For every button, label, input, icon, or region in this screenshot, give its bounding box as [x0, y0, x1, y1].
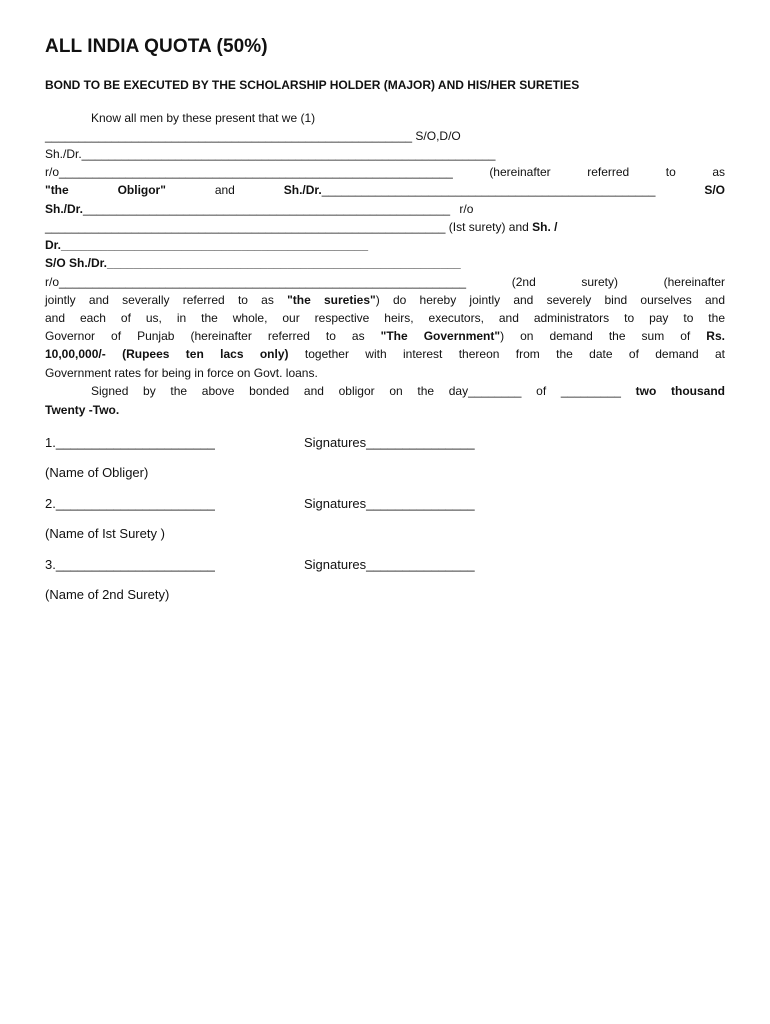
sureties-term: "the sureties" [287, 293, 376, 307]
rs-label: Rs. [706, 329, 725, 343]
heirs-text: and each of us, in the whole, our respective heirs, executors, and administrators to pay to the [45, 311, 725, 325]
signature-number-1: 1.______________________ [45, 435, 215, 450]
bond-line-11 [45, 292, 725, 308]
bond-line-4 [45, 164, 725, 180]
ro-label: r/o [459, 202, 474, 216]
bond-line-17 [45, 402, 725, 418]
governor-text: Governor of Punjab (hereinafter referred to as [45, 329, 365, 343]
signature-number-3: 3.______________________ [45, 557, 215, 572]
bond-line-14 [45, 346, 725, 362]
bond-line-10 [45, 274, 725, 290]
obliger-name-caption: (Name of Obliger) [45, 465, 149, 480]
signed-day-text: Signed by the above bonded and obligor on the day________ of _________ [91, 384, 621, 398]
bind-text: ) do hereby jointly and severely bind ourselves and [375, 293, 725, 307]
relation-text: S/O,D/O [415, 129, 461, 143]
bond-line-1 [45, 110, 725, 126]
blank-surety-name-2: Dr.______________________________________________ [45, 238, 369, 252]
jointly-text: jointly and severally referred to as [45, 293, 274, 307]
bond-line-13 [45, 328, 725, 344]
blank-surety-name-1: __________________________________________________ [321, 183, 656, 197]
signature-line-2: Signatures_______________ [304, 496, 475, 511]
bond-line-12 [45, 310, 725, 326]
government-term: "The Government" [380, 329, 501, 343]
bond-line-9 [45, 255, 725, 271]
bond-amount: 10,00,000/- (Rupees ten lacs only) [45, 347, 289, 361]
signature-line-1: Signatures_______________ [304, 435, 475, 450]
blank-residence-1: r/o___________________________________________________________ [45, 165, 453, 179]
sh-label: Sh. / [532, 220, 558, 234]
blank-surety-father-2: S/O Sh./Dr._____________________________________________________ [45, 256, 461, 270]
blank-surety-residence-2: r/o_____________________________________________________________ [45, 275, 467, 289]
bond-line-5 [45, 182, 725, 198]
blank-surety-residence-1: ____________________________________________________________ [45, 220, 446, 234]
bond-line-7 [45, 219, 725, 235]
blank-father-name-1: Sh./Dr.______________________________________________________________ [45, 147, 496, 161]
signature-number-2: 2.______________________ [45, 496, 215, 511]
and-text: and [214, 183, 235, 197]
year-text-2: Twenty -Two. [45, 403, 120, 417]
bond-line-16 [45, 383, 725, 399]
obligor-term: "the Obligor" [45, 183, 166, 197]
second-surety-text: (2nd surety) [511, 275, 619, 289]
blank-name-1: _______________________________________________________ [45, 129, 413, 143]
sh-dr-label-2: Sh./Dr. [45, 202, 84, 216]
second-surety-caption: (Name of 2nd Surety) [45, 587, 170, 602]
first-surety-text: (Ist surety) and [448, 220, 529, 234]
interest-text: together with interest thereon from the date of demand at [304, 347, 725, 361]
document-subtitle: BOND TO BE EXECUTED BY THE SCHOLARSHIP HOLDER (MAJOR) AND HIS/HER SURETIES [45, 78, 580, 92]
document-title: ALL INDIA QUOTA (50%) [45, 36, 268, 57]
blank-surety-father-1: _______________________________________________________ [83, 202, 451, 216]
year-text: two thousand [635, 384, 725, 398]
bond-intro-text: Know all men by these present that we (1) [91, 111, 316, 125]
demand-text: ) on demand the sum of [500, 329, 691, 343]
bond-line-8 [45, 237, 725, 253]
signature-line-3: Signatures_______________ [304, 557, 475, 572]
government-rates-text: Government rates for being in force on Govt. loans. [45, 366, 318, 380]
sh-dr-label: Sh./Dr. [283, 183, 322, 197]
so-label: S/O [704, 183, 726, 197]
bond-line-2 [45, 128, 725, 144]
bond-line-6 [45, 201, 725, 217]
bond-line-15 [45, 365, 725, 381]
first-surety-caption: (Name of Ist Surety ) [45, 526, 165, 541]
bond-line-3 [45, 146, 725, 162]
hereinafter-text-2: (hereinafter [663, 275, 725, 289]
hereinafter-text: (hereinafter referred to as [489, 165, 725, 179]
